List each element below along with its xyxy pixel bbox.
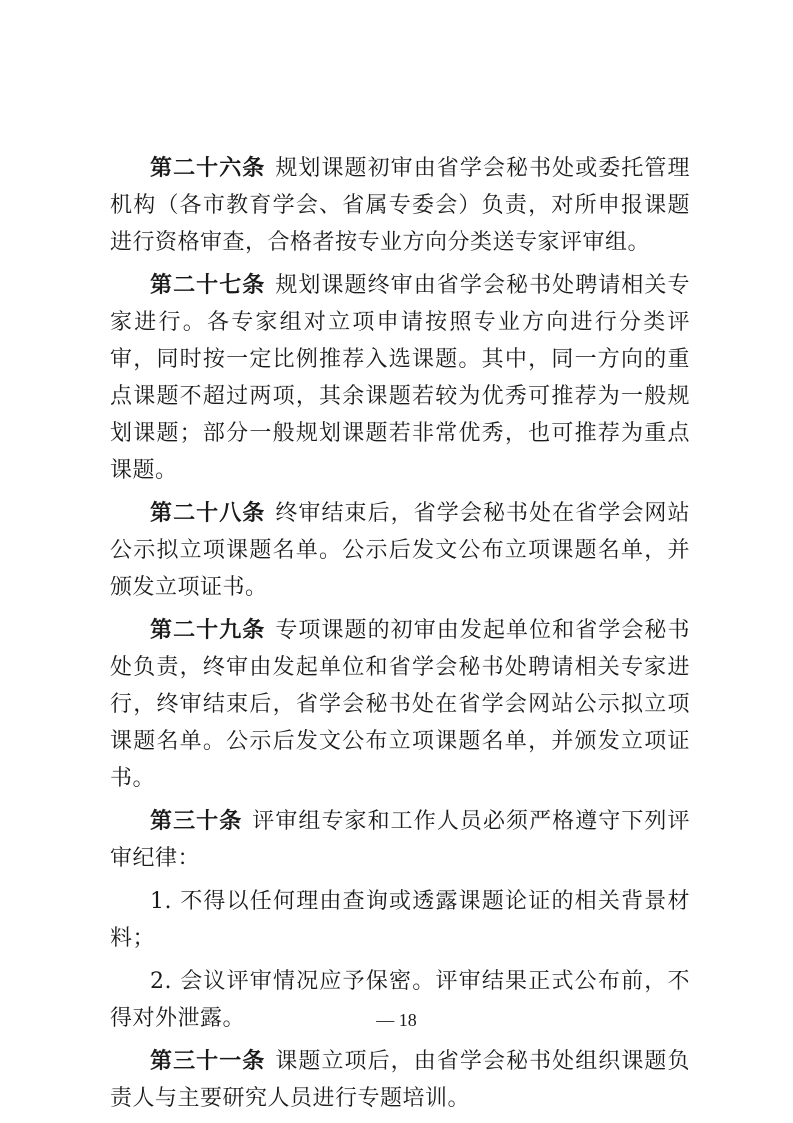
article-text: 规划课题初审由省学会秘书处或委托管理机构（各市教育学会、省属专委会）负责，对所申报课题进行资格审查，合格者按专业方向分类送专家评审组。 [110,156,690,255]
article-text: 专项课题的初审由发起单位和省学会秘书处负责，终审由发起单位和省学会秘书处聘请相关专家进行，终审结束后，省学会秘书处在省学会网站公示拟立项课题名单。公示后发文公布立项课题名单，并颁发立项证书。 [110,618,690,791]
article-text: 终审结束后，省学会秘书处在省学会网站公示拟立项课题名单。公示后发文公布立项课题名单，并颁发立项证书。 [110,501,690,600]
article-text: 评审组专家和工作人员必须严格遵守下列评审纪律： [110,809,690,871]
article-29 [110,612,690,797]
article-31 [110,1043,690,1117]
article-heading: 第二十九条 [150,618,266,643]
article-heading: 第三十一条 [150,1049,266,1074]
article-heading: 第二十八条 [150,501,266,526]
page-number: — 18 [376,1010,417,1030]
article-heading: 第二十六条 [150,156,266,181]
article-text: 规划课题终审由省学会秘书处聘请相关专家进行。各专家组对立项申请按照专业方向进行分类评审，同时按一定比例推荐入选课题。其中，同一方向的重点课题不超过两项，其余课题若较为优秀可推荐为一般规划课题；部分一般规划课题若非常优秀，也可推荐为重点课题。 [110,273,690,483]
article-text: 课题立项后，由省学会秘书处组织课题负责人与主要研究人员进行专题培训。 [110,1049,690,1111]
article-27 [110,267,690,489]
article-26 [110,150,690,261]
document-body [110,150,690,1123]
article-heading: 第三十条 [150,809,243,834]
rule-item-2: 2. 会议评审情况应予保密。评审结果正式公布前，不得对外泄露。 [110,969,690,1031]
article-heading: 第二十七条 [150,273,266,298]
article-30 [110,803,690,877]
rule-item-1: 1. 不得以任何理由查询或透露课题论证的相关背景材料； [110,889,690,951]
article-28 [110,495,690,606]
